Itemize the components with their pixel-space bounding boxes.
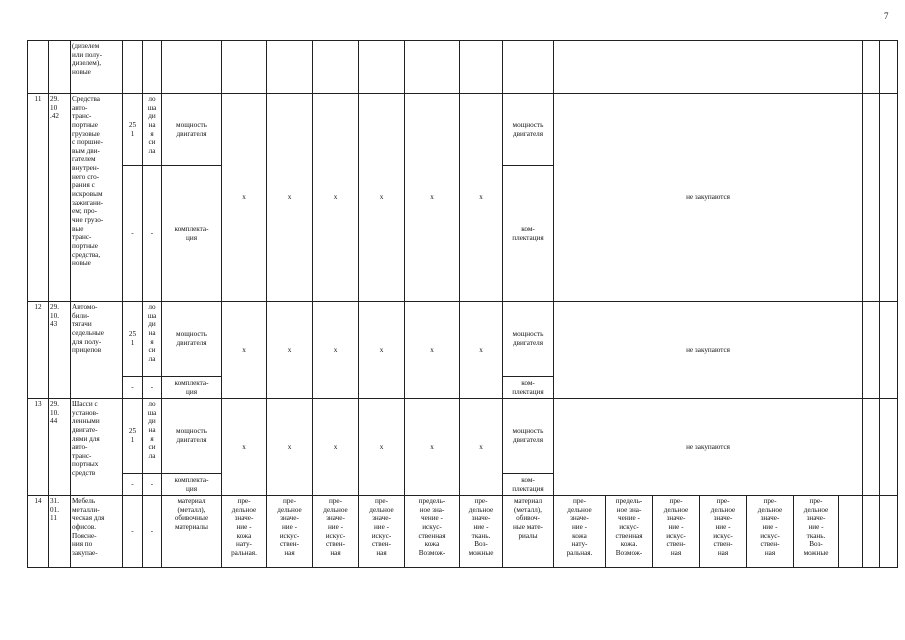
cell-status: не закупаются	[554, 399, 863, 496]
cell-x: x	[460, 399, 503, 496]
cell-char-config: ком- плектация	[503, 474, 554, 496]
cell-x: x	[405, 302, 460, 399]
cell-code: 29. 10 .42	[49, 94, 71, 302]
cell-value: пре- дельное значе- ние - искус- ствен- ная	[700, 496, 747, 568]
cell-name: Мебель металли- ческая для офисов. Поясне- ния по закупае-	[71, 496, 123, 568]
cell-x: x	[460, 94, 503, 302]
cell-x: x	[313, 399, 359, 496]
cell-num: 12	[28, 302, 49, 399]
cell-x: x	[222, 94, 267, 302]
cell-name: Автомо- били- тягачи седельные для полу- прицепов	[71, 302, 123, 399]
cell-num: 11	[28, 94, 49, 302]
table-row-11b: - - комплекта- ция ком- плектация	[28, 166, 898, 302]
cell-char-power: мощность двигателя	[162, 302, 222, 377]
cell-status: не закупаются	[554, 302, 863, 399]
cell-num: 13	[28, 399, 49, 496]
table-row-13b: - - комплекта- ция ком- плектация	[28, 474, 898, 496]
cell-name: (дизелем или полу- дизелем), новые	[71, 41, 123, 94]
cell-code: 31. 01. 11	[49, 496, 71, 568]
cell-num: 14	[28, 496, 49, 568]
page-number: 7	[884, 11, 889, 21]
cell-char-config: ком- плектация	[503, 377, 554, 399]
cell-char-power: мощность двигателя	[503, 399, 554, 474]
cell-char-power: мощность двигателя	[503, 302, 554, 377]
cell-okei-code: 25 1	[123, 399, 143, 474]
cell-char-power: мощность двигателя	[162, 399, 222, 474]
cell-x: x	[267, 94, 313, 302]
cell-x: x	[359, 302, 405, 399]
cell-value: пре- дельное значе- ние - искус- ствен- ная	[267, 496, 313, 568]
cell-x: x	[405, 94, 460, 302]
cell-unit: ло ша ди на я си ла	[143, 302, 162, 377]
cell-okei-code: 25 1	[123, 94, 143, 166]
cell-unit: -	[143, 496, 162, 568]
cell-name: Средства авто- транс- портные грузовые с поршне- вым дви- гателем внутрен- него сго- рания с искровым зажигани- ем; про- чие грузо- вые транс- портные средства, новые	[71, 94, 123, 302]
cell-char-config: комплекта- ция	[162, 166, 222, 302]
cell-char-power: мощность двигателя	[503, 94, 554, 166]
cell-x: x	[359, 399, 405, 496]
table-row-12b: - - комплекта- ция ком- плектация	[28, 377, 898, 399]
requirements-table	[27, 40, 898, 568]
table-row-14	[28, 496, 898, 568]
cell-x: x	[359, 94, 405, 302]
cell-x: x	[460, 302, 503, 399]
cell-x: x	[222, 302, 267, 399]
cell-value: пре- дельное значе- ние - кожа нату- ральная.	[222, 496, 267, 568]
cell-okei-code: 25 1	[123, 302, 143, 377]
cell-okei-code: -	[123, 496, 143, 568]
cell-status: не закупаются	[554, 94, 863, 302]
cell-char-power: мощность двигателя	[162, 94, 222, 166]
cell-x: x	[267, 399, 313, 496]
cell-char-material: материал (металл), обивоч- ные мате- риалы	[503, 496, 554, 568]
cell-char-config: комплекта- ция	[162, 377, 222, 399]
cell-x: x	[267, 302, 313, 399]
table-row-13	[28, 399, 898, 474]
cell-char-config: ком- плектация	[503, 166, 554, 302]
cell-code: 29. 10. 44	[49, 399, 71, 496]
cell-x: x	[405, 399, 460, 496]
table-row-continuation	[28, 41, 898, 94]
cell-num	[28, 41, 49, 94]
cell-code	[49, 41, 71, 94]
cell-unit: ло ша ди на я си ла	[143, 399, 162, 474]
cell-char-config: комплекта- ция	[162, 474, 222, 496]
cell-x: x	[222, 399, 267, 496]
table-row-12	[28, 302, 898, 377]
cell-name: Шасси с установ- ленными двигате- лями для авто- транс- портных средств	[71, 399, 123, 496]
cell-x: x	[313, 302, 359, 399]
cell-value: пре- дельное значе- ние - искус- ствен- ная	[359, 496, 405, 568]
cell-value: пре- дельное значе- ние - искус- ствен- ная	[747, 496, 794, 568]
cell-value: предель- ное зна- чение - искус- ственная кожа. Возмож-	[606, 496, 653, 568]
table-row-11	[28, 94, 898, 166]
cell-value: пре- дельное значе- ние - ткань. Воз- можные	[794, 496, 839, 568]
cell-value: пре- дельное значе- ние - искус- ствен- ная	[313, 496, 359, 568]
cell-value: пре- дельное значе- ние - ткань. Воз- можные	[460, 496, 503, 568]
cell-char-material: материал (металл), обивочные материалы	[162, 496, 222, 568]
cell-value: пре- дельное значе- ние - искус- ствен- ная	[653, 496, 700, 568]
cell-x: x	[313, 94, 359, 302]
cell-unit: ло ша ди на я си ла	[143, 94, 162, 166]
cell-value: пре- дельное значе- ние - кожа нату- ральная.	[554, 496, 606, 568]
cell-code: 29. 10. 43	[49, 302, 71, 399]
cell-value: предель- ное зна- чение - искус- ственная кожа Возмож-	[405, 496, 460, 568]
